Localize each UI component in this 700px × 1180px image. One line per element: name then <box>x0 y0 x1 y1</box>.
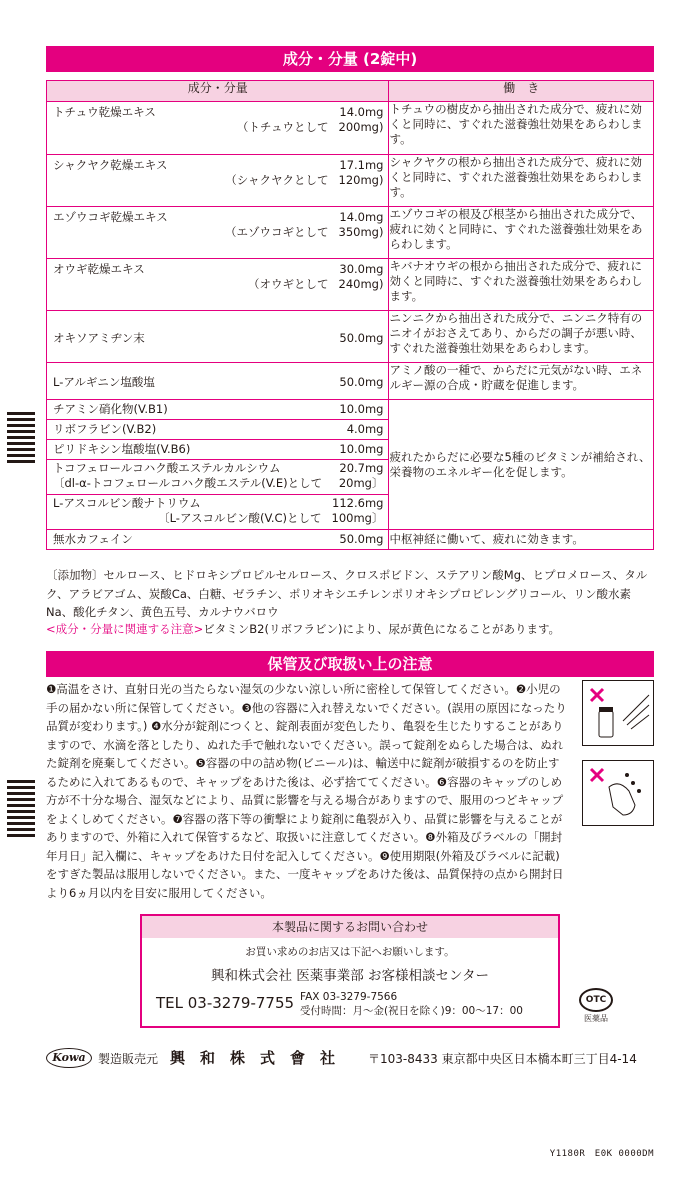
ingredient-sub-amount: 100mg〕 <box>331 511 384 525</box>
maker-name: 興 和 株 式 會 社 <box>170 1049 336 1067</box>
ingredient-action: キバナオウギの根から抽出された成分で、疲れに効くと同時に、すぐれた滋養強壮効果をあらわします。 <box>389 259 654 311</box>
otc-label: 医薬品 <box>584 1014 608 1023</box>
ingredient-action: エゾウコギの根及び根茎から抽出された成分で、疲れに効くと同時に、すぐれた滋養強壮効果をあらわします。 <box>389 207 654 259</box>
contact-tel: TEL 03-3279-7755 <box>156 994 295 1012</box>
ingredient-sub-amount: 120mg) <box>338 173 384 187</box>
related-caution <box>46 620 656 639</box>
ingredient-sub-name: 〔dl-α-トコフェロールコハク酸エステル(V.E)として <box>53 476 323 490</box>
contact-hours: 受付時間：月～金(祝日を除く)9：00～17：00 <box>300 1005 523 1017</box>
ingredient-sub-name: （シャクヤクとして <box>225 173 329 187</box>
ingredient-amount: 112.6mg <box>332 496 384 510</box>
ingredient-sub-name: （エゾウコギとして <box>225 225 329 239</box>
ingredient-amount: 50.0mg <box>339 330 384 345</box>
storage-title: 保管及び取扱い上の注意 <box>46 651 654 677</box>
related-caution-label: <成分・分量に関連する注意> <box>46 622 204 636</box>
side-barcode-bottom <box>7 780 35 840</box>
ingredient-name: 無水カフェイン <box>53 532 133 546</box>
ingredient-amount: 14.0mg <box>339 105 384 119</box>
ingredient-sub-amount: 200mg) <box>338 120 384 134</box>
ingredient-name: オウギ乾燥エキス <box>53 262 145 276</box>
vitamins-action: 疲れたからだに必要な5種のビタミンが補給され、栄養物のエネルギー化を促します。 <box>389 400 654 530</box>
ingredients-table <box>46 80 654 550</box>
contact-title: 本製品に関するお問い合わせ <box>142 916 558 938</box>
ingredient-sub-amount: 240mg) <box>338 277 384 291</box>
maker-label: 製造販売元 <box>98 1052 159 1066</box>
ingredient-name: エゾウコギ乾燥エキス <box>53 210 168 224</box>
ingredient-name: トチュウ乾燥エキス <box>53 105 156 119</box>
maker-address: 〒103-8433 東京都中央区日本橋本町三丁目4-14 <box>368 1052 637 1066</box>
additives-text: 〔添加物〕セルロース、ヒドロキシプロピルセルロース、クロスポビドン、ステアリン酸Mg、ヒプロメロース、タルク、アラビアゴム、炭酸Ca、白糖、ゼラチン、ポリオキシエチレンポリオキシプロピレングリコール、リン酸水素Na、酸化チタン、黄色五号、カルナウバロウ <box>46 568 648 619</box>
ingredients-title: 成分・分量 (2錠中) <box>46 46 654 72</box>
ingredient-amount: 10.0mg <box>339 402 384 416</box>
ingredient-name: L-アルギニン塩酸塩 <box>53 375 155 389</box>
ingredient-name: チアミン硝化物(V.B1) <box>53 402 168 416</box>
table-row <box>47 400 654 420</box>
ingredient-name: シャクヤク乾燥エキス <box>53 158 168 172</box>
no-sunlight-pictogram <box>582 680 654 746</box>
contact-line: お買い求めのお店又は下記へお願いします。 <box>245 946 455 958</box>
table-row <box>47 311 654 363</box>
ingredient-amount: 50.0mg <box>339 532 384 546</box>
caffeine-action: 中枢神経に働いて、疲れに効きます。 <box>389 530 654 550</box>
storage-text: ❶高温をさけ、直射日光の当たらない湿気の少ない涼しい所に密栓して保管してください。❷小児の手の届かない所に保管してください。❸他の容器に入れ替えないでください。(誤用の原因になったり品質が変わります。) ❹水分が錠剤につくと、錠剤表面が変色したり、亀裂を生じたりすることがありますので、水滴を落としたり、ぬれた手で触れないでください。誤って錠剤をぬらした場合は、ぬれた錠剤を廃棄してください。❺容器の中の詰め物(ビニール)は、輸送中に錠剤が破損するのを防止するために入れてあるもので、キャップをあけた後は、必ず捨ててください。❻容器のキャップのしめ方が不十分な場合、湿気などにより、品質に影響を与える場合がありますので、服用のつどキャップをよくしめてください。❼容器の落下等の衝撃により錠剤に亀裂が入り、品質に影響を与えることがありますので、外箱に入れて保管するなど、取扱いに注意してください。❽外箱及びラベルの「開封年月日」記入欄に、キャップをあけた日付を記入してください。❾使用期限(外箱及びラベルに記載)をすぎた製品は服用しないでください。また、一度キャップをあけた後は、品質保持の点から開封日より6ヵ月以内を目安に服用してください。 <box>46 682 567 900</box>
table-row <box>47 155 654 207</box>
ingredient-sub-amount: 350mg) <box>338 225 384 239</box>
ingredient-name: ピリドキシン塩酸塩(V.B6) <box>53 442 191 456</box>
table-row <box>47 102 654 155</box>
ingredient-sub-amount: 20mg〕 <box>338 476 384 490</box>
ingredient-name: L-アスコルビン酸ナトリウム <box>53 496 201 510</box>
side-barcode-top <box>7 412 35 466</box>
ingredient-amount: 14.0mg <box>339 210 384 224</box>
ingredient-sub-name: （トチュウとして <box>236 120 329 134</box>
ingredient-action: ニンニクから抽出された成分で、ニンニク特有のニオイがおさえてあり、からだの調子が悪い時、すぐれた滋養強壮効果をあらわします。 <box>389 311 654 363</box>
ingredient-sub-name: 〔L-アスコルビン酸(V.C)として <box>158 511 322 525</box>
table-row <box>47 207 654 259</box>
ingredient-amount: 50.0mg <box>339 375 384 389</box>
ingredient-name: トコフェロールコハク酸エステルカルシウム <box>53 461 281 475</box>
ingredient-amount: 17.1mg <box>339 158 384 172</box>
contact-fax: FAX 03-3279-7566 <box>300 991 398 1003</box>
ingredient-amount: 20.7mg <box>339 461 384 475</box>
otc-mark <box>576 988 616 1028</box>
ingredient-amount: 30.0mg <box>339 262 384 276</box>
kowa-logo: Kowa <box>46 1048 92 1068</box>
product-code: Y1180R E0K 0000DM <box>549 1149 654 1159</box>
ingredient-action: トチュウの樹皮から抽出された成分で、疲れに効くと同時に、すぐれた滋養強壮効果をあらわします。 <box>389 102 654 155</box>
table-row <box>47 259 654 311</box>
column-header-action: 働 き <box>389 81 654 102</box>
ingredient-sub-name: （オウギとして <box>248 277 329 291</box>
ingredient-amount: 10.0mg <box>339 442 384 456</box>
ingredient-action: アミノ酸の一種で、からだに元気がない時、エネルギー源の合成・貯蔵を促進します。 <box>389 363 654 400</box>
related-caution-text: ビタミンB2(リボフラビン)により、尿が黄色になることがあります。 <box>203 622 561 636</box>
column-header-ingredient: 成分・分量 <box>47 81 389 102</box>
no-wet-hands-pictogram <box>582 760 654 826</box>
otc-badge: OTC <box>579 988 613 1012</box>
table-row <box>47 530 654 550</box>
table-row <box>47 363 654 400</box>
ingredient-name: オキソアミヂン末 <box>53 330 145 345</box>
contact-company: 興和株式会社 医薬事業部 お客様相談センター <box>210 968 490 984</box>
ingredient-amount: 4.0mg <box>346 422 384 436</box>
ingredient-action: シャクヤクの根から抽出された成分で、疲れに効くと同時に、すぐれた滋養強壮効果をあらわします。 <box>389 155 654 207</box>
ingredient-name: リボフラビン(V.B2) <box>53 422 157 436</box>
contact-box <box>140 914 560 1028</box>
